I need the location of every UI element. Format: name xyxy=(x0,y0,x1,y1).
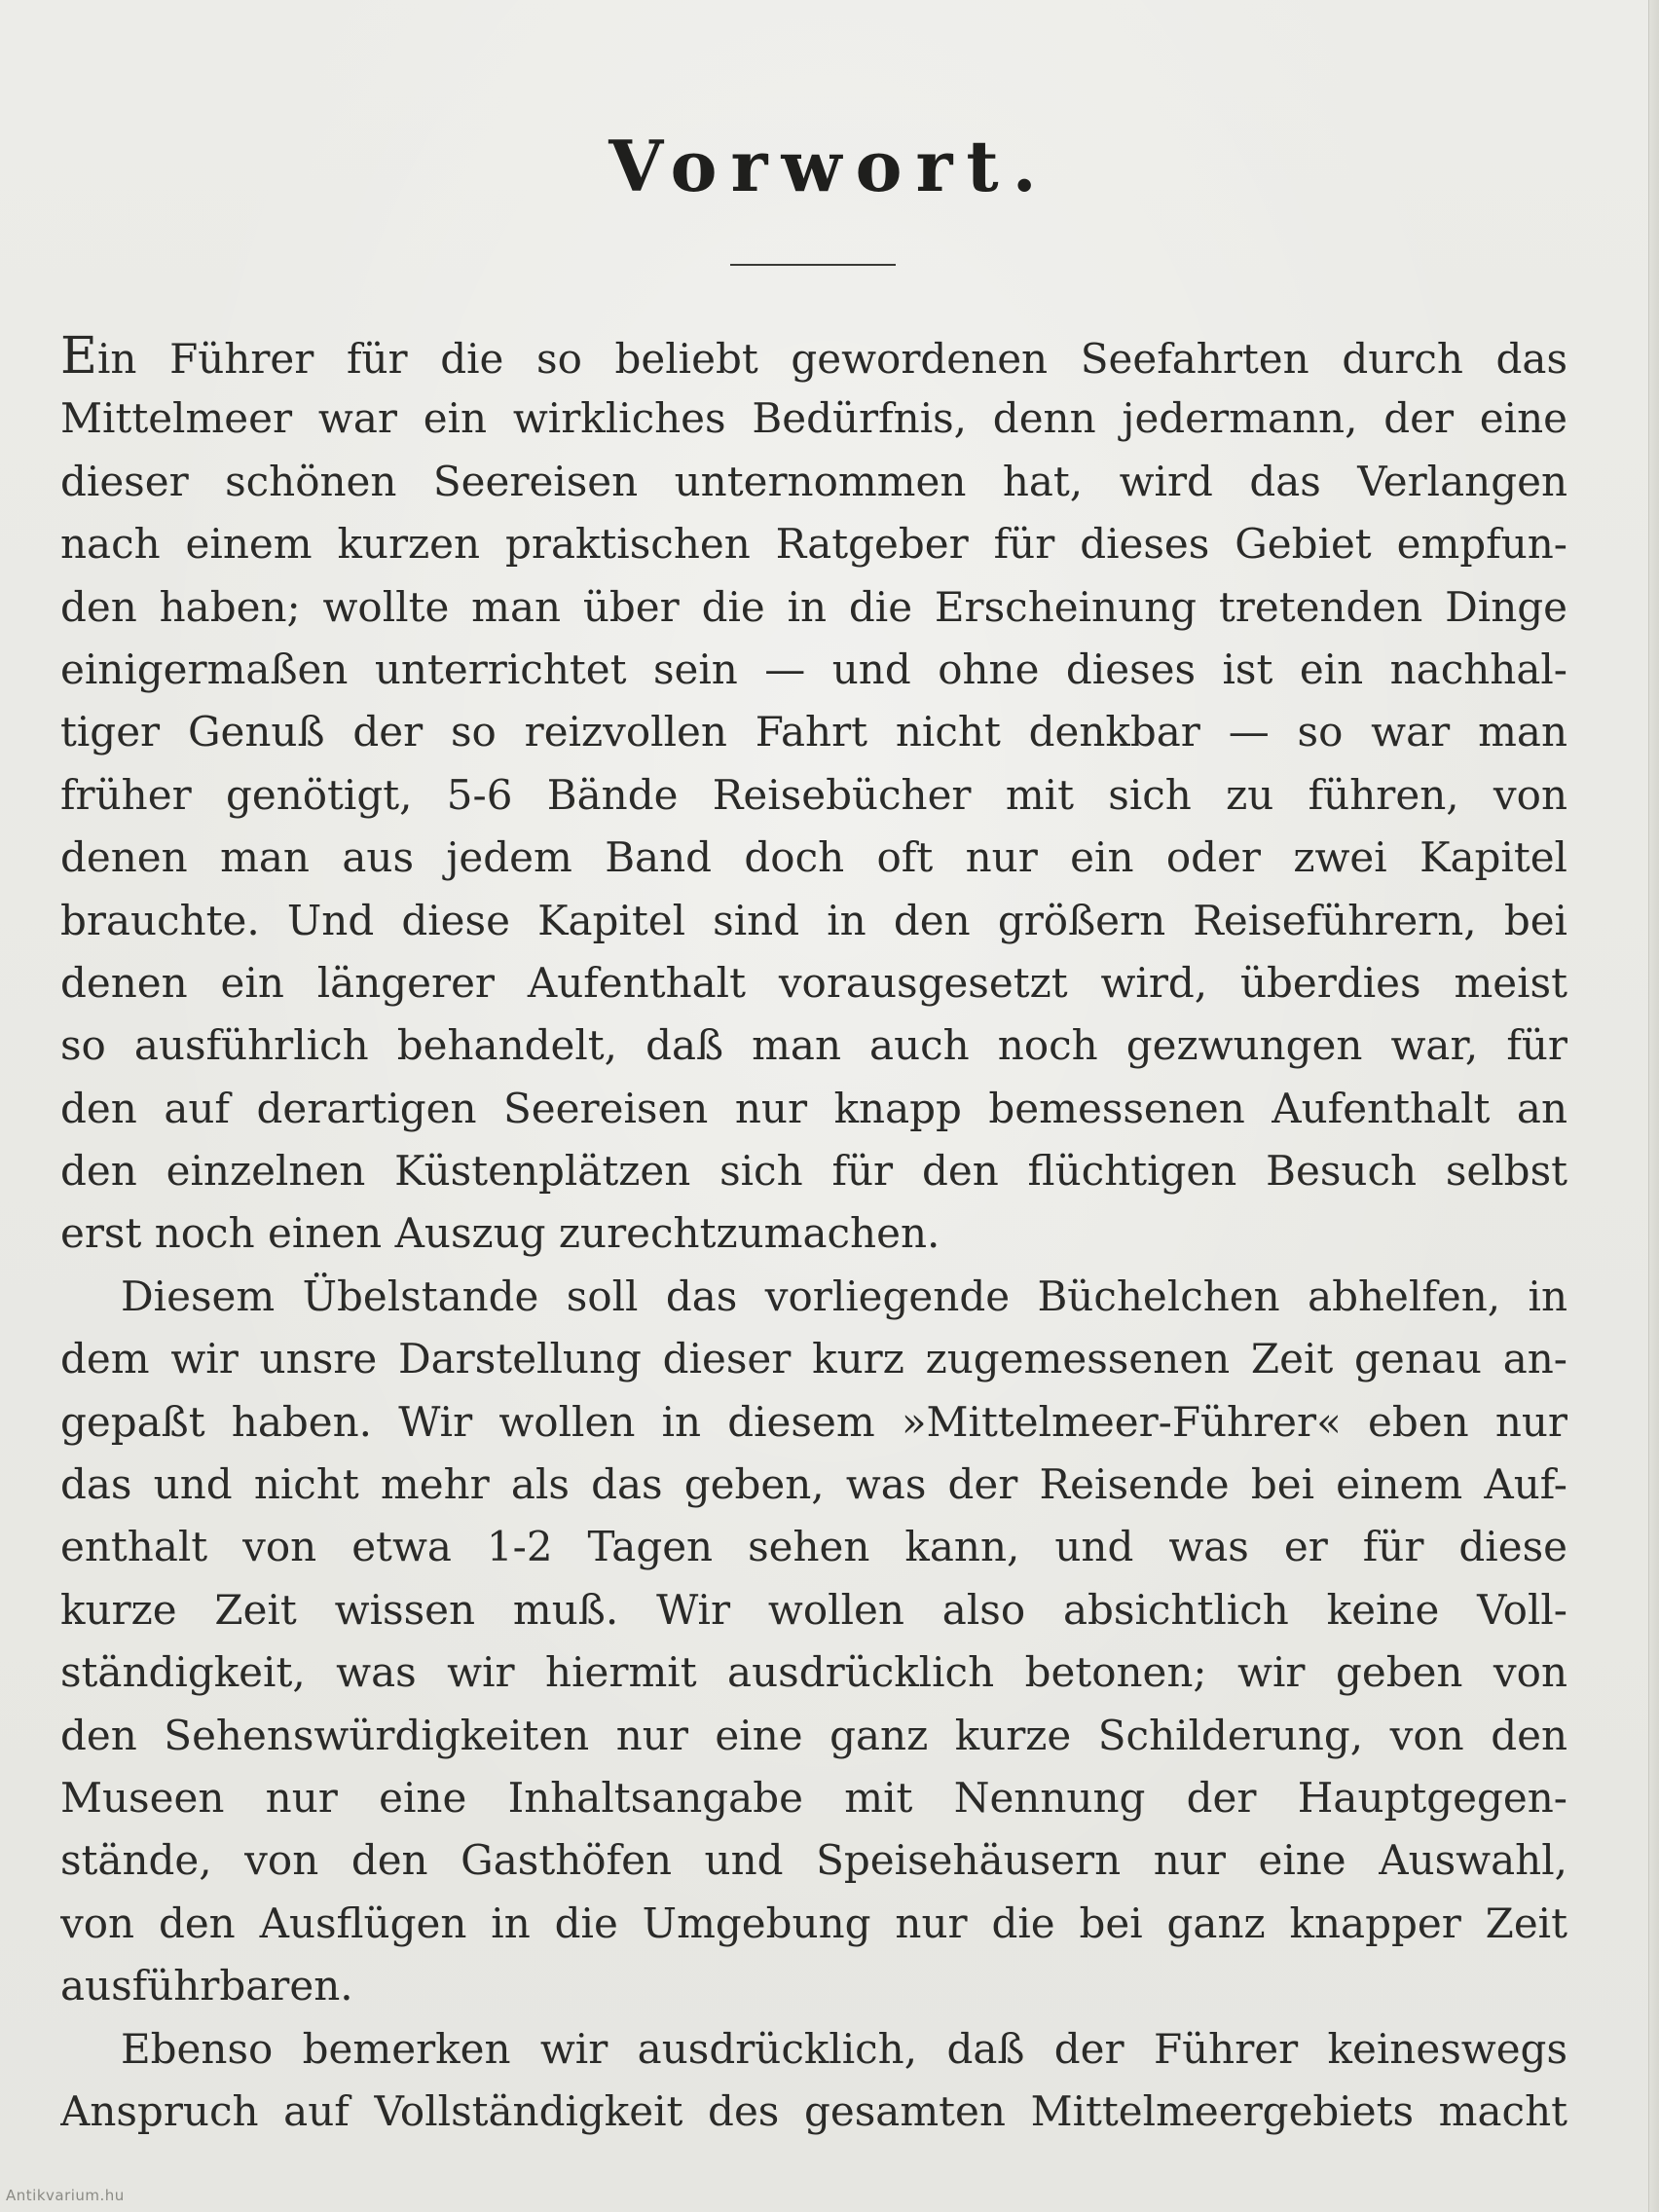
text-line: erst noch einen Auszug zurechtzumachen. xyxy=(60,1209,940,1258)
text-line: Ebenso bemerken wir ausdrücklich, daß der Führer keineswegs xyxy=(121,2024,1567,2073)
text-line: von den Ausflügen in die Umgebung nur die bei ganz knapper Zeit xyxy=(60,1899,1567,1947)
text-line: den haben; wollte man über die in die Erscheinung tretenden Dinge xyxy=(60,582,1567,631)
text-line: Museen nur eine Inhaltsangabe mit Nennung der Hauptgegen- xyxy=(60,1773,1567,1822)
text-line xyxy=(60,325,1567,387)
page-edge xyxy=(1648,0,1659,2212)
text-line: stände, von den Gasthöfen und Speisehäusern nur eine Auswahl, xyxy=(60,1836,1567,1885)
text-line: früher genötigt, 5-6 Bände Reisebücher mit sich zu führen, von xyxy=(60,770,1567,819)
text-line: denen man aus jedem Band doch oft nur ein oder zwei Kapitel xyxy=(60,833,1567,882)
text-line: dem wir unsre Darstellung dieser kurz zugemessenen Zeit genau an- xyxy=(60,1335,1567,1383)
body-text xyxy=(60,325,1567,2143)
watermark: Antikvarium.hu xyxy=(6,2187,125,2204)
text-line: einigermaßen unterrichtet sein — und ohne dieses ist ein nachhal- xyxy=(60,645,1567,693)
text-line: kurze Zeit wissen muß. Wir wollen also absichtlich keine Voll- xyxy=(60,1585,1567,1634)
text-line: gepaßt haben. Wir wollen in diesem »Mittelmeer-Führer« eben nur xyxy=(60,1397,1567,1446)
text-line: nach einem kurzen praktischen Ratgeber für dieses Gebiet empfun- xyxy=(60,520,1567,569)
text-line: Mittelmeer war ein wirkliches Bedürfnis, denn jedermann, der eine xyxy=(60,394,1567,443)
text-line: denen ein längerer Aufenthalt vorausgesetzt wird, überdies meist xyxy=(60,958,1567,1007)
text-line: das und nicht mehr als das geben, was der Reisende bei einem Auf- xyxy=(60,1460,1567,1509)
page-title: Vorwort. xyxy=(608,125,1051,207)
drop-cap: E xyxy=(60,327,97,386)
text-line: enthalt von etwa 1-2 Tagen sehen kann, und was er für diese xyxy=(60,1523,1567,1571)
text-line: den auf derartigen Seereisen nur knapp bemessenen Aufenthalt an xyxy=(60,1084,1567,1132)
text-line: tiger Genuß der so reizvollen Fahrt nicht denkbar — so war man xyxy=(60,708,1567,756)
text-line: dieser schönen Seereisen unternommen hat, wird das Verlangen xyxy=(60,457,1567,505)
text-line: Diesem Übelstande soll das vorliegende Büchelchen abhelfen, in xyxy=(121,1272,1567,1320)
text-line: Anspruch auf Vollständigkeit des gesamten Mittelmeergebiets macht xyxy=(60,2086,1567,2135)
text-line: ausführbaren. xyxy=(60,1962,353,2010)
text-line: brauchte. Und diese Kapitel sind in den größern Reiseführern, bei xyxy=(60,896,1567,944)
text-line: den einzelnen Küstenplätzen sich für den flüchtigen Besuch selbst xyxy=(60,1147,1567,1196)
text-line: ständigkeit, was wir hiermit ausdrücklich betonen; wir geben von xyxy=(60,1648,1567,1697)
line-rest: in Führer für die so beliebt gewordenen Seefahrten durch das xyxy=(96,335,1567,383)
text-line: den Sehenswürdigkeiten nur eine ganz kurze Schilderung, von den xyxy=(60,1711,1567,1759)
text-line: so ausführlich behandelt, daß man auch noch gezwungen war, für xyxy=(60,1021,1567,1070)
title-rule xyxy=(730,264,896,266)
